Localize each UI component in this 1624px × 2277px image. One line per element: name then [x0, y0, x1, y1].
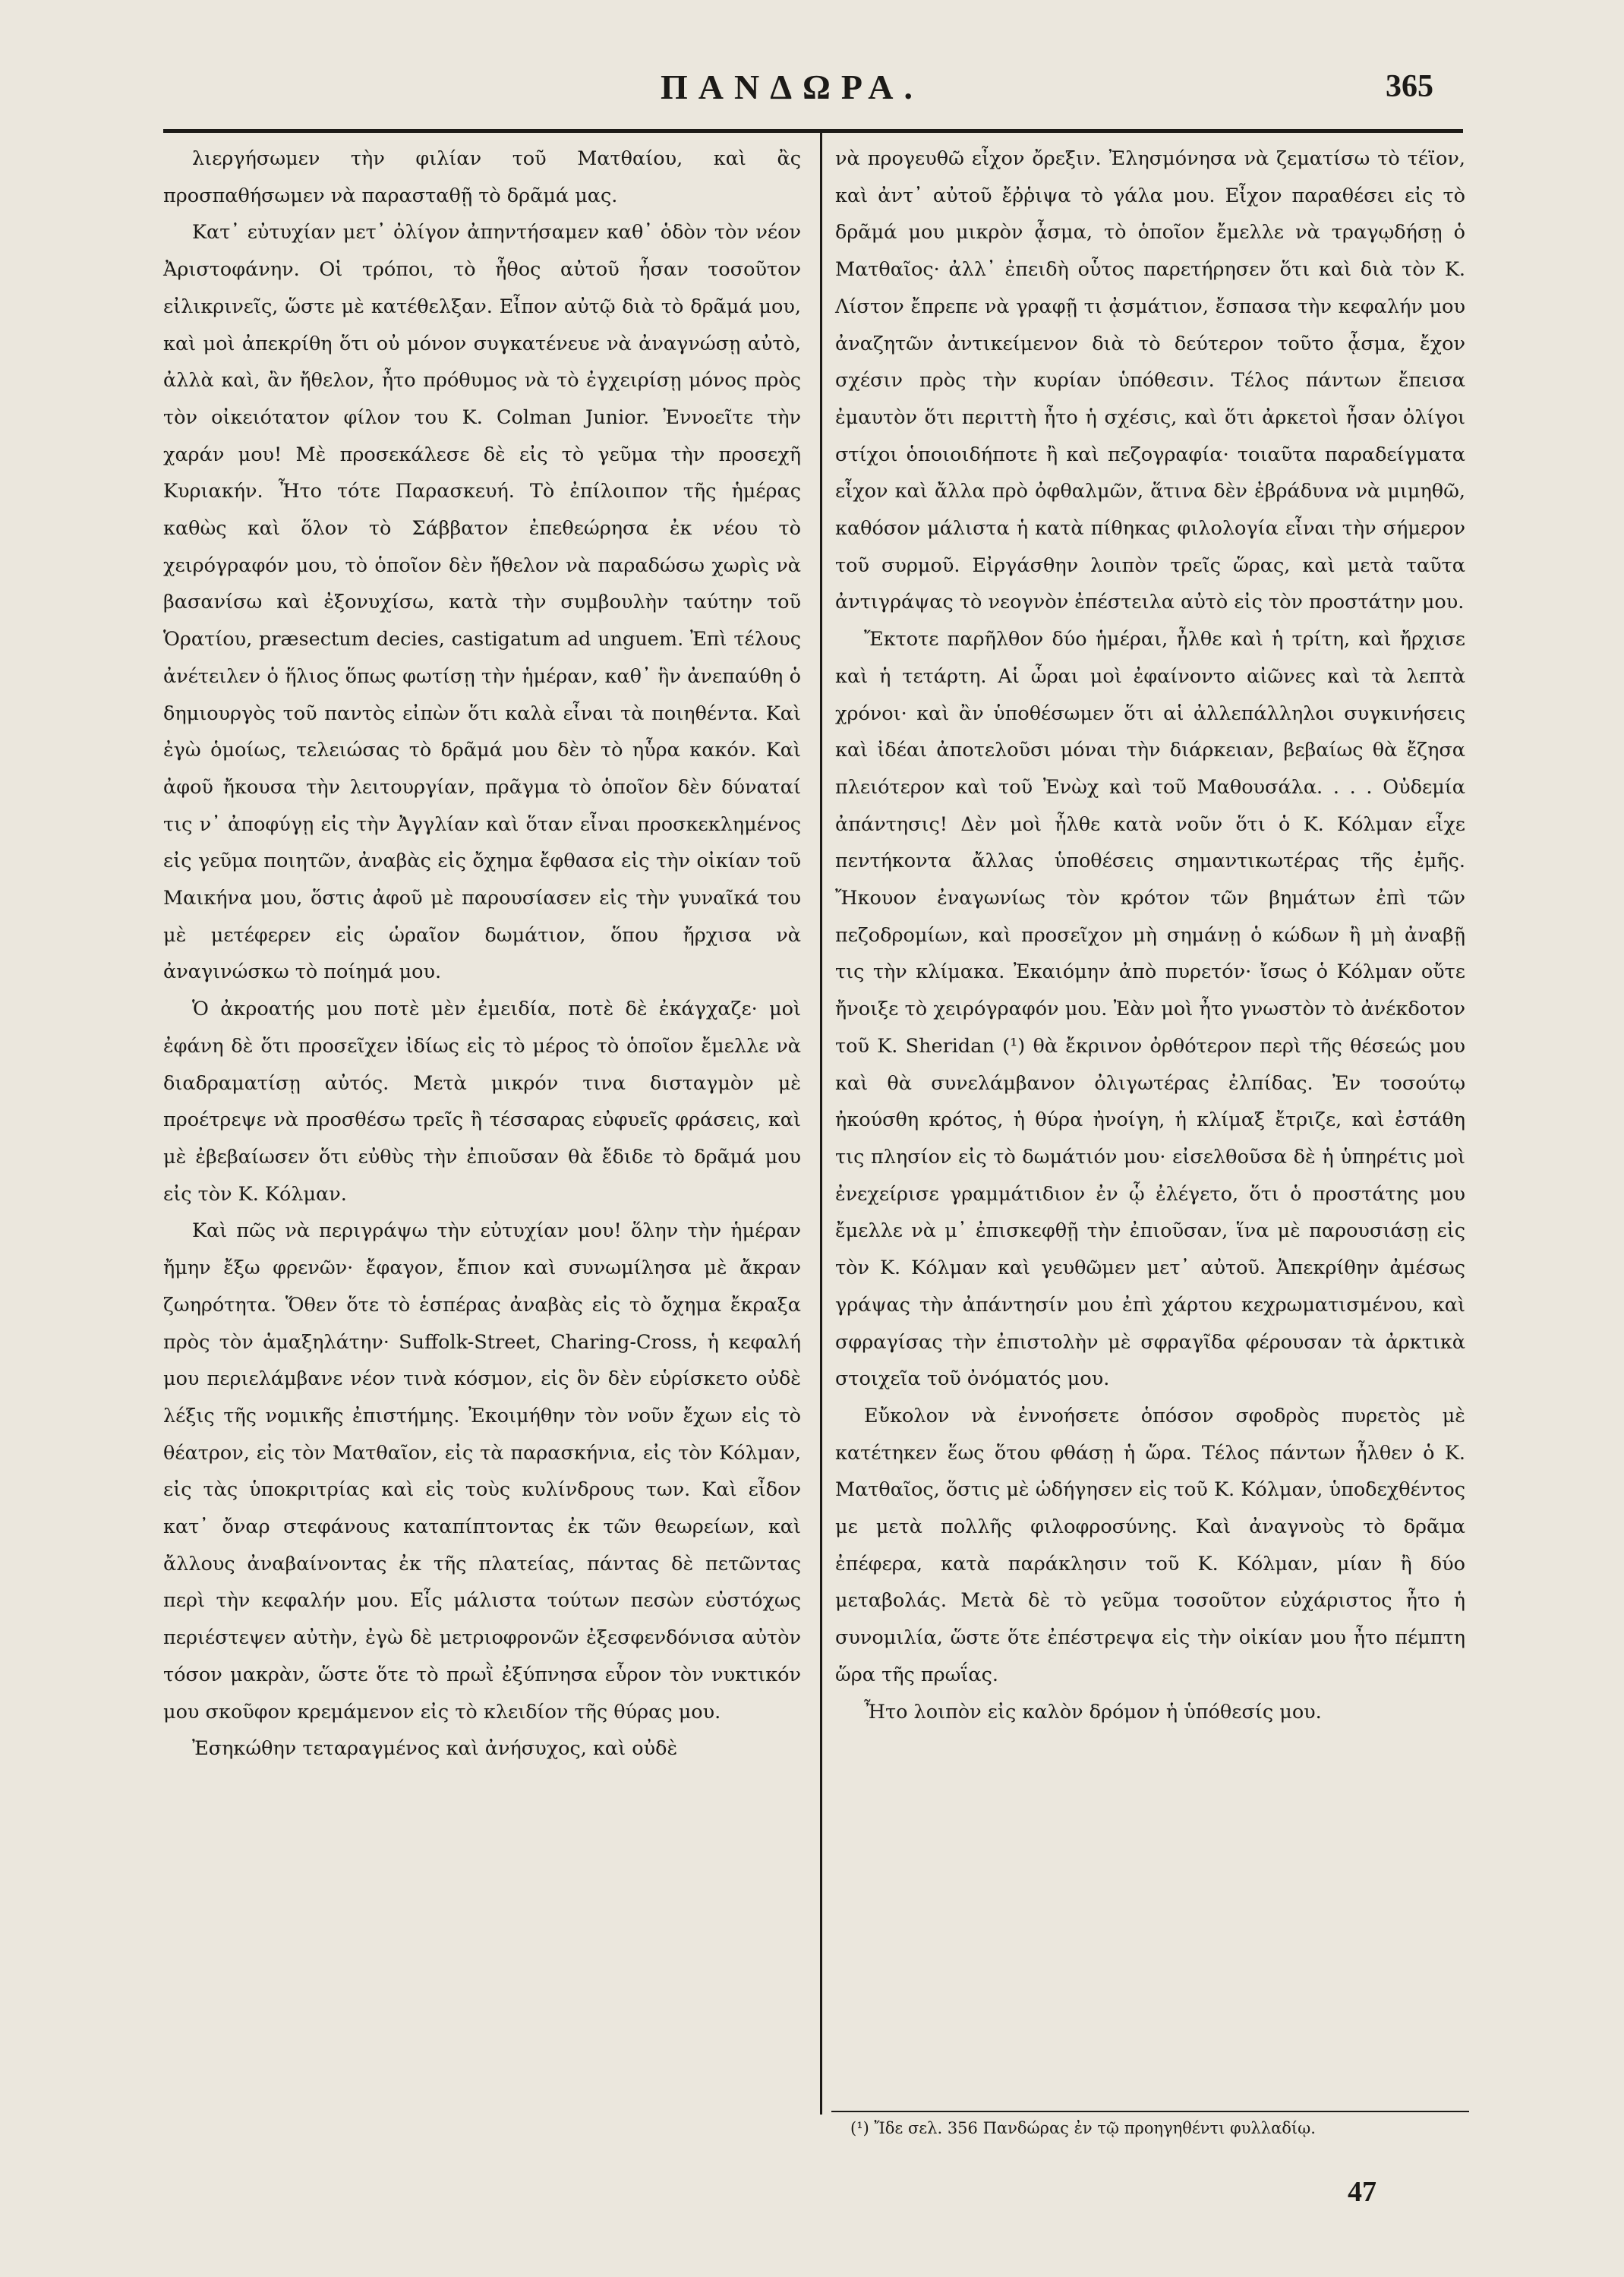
- header-rule: [163, 129, 1463, 133]
- page-number: 365: [1386, 69, 1433, 104]
- page-header: [0, 53, 1624, 129]
- footnote: (¹) Ἴδε σελ. 356 Πανδώρας ἐν τῷ προηγηθέντι φυλλαδίῳ.: [850, 2119, 1316, 2137]
- footnote-rule: [831, 2111, 1469, 2112]
- journal-title: ΠΑΝΔΩΡΑ.: [661, 68, 923, 106]
- paragraph: Ἔκτοτε παρῆλθον δύο ἡμέραι, ἦλθε καὶ ἡ τρίτη, καὶ ἤρχισε καὶ ἡ τετάρτη. Αἱ ὧραι μοὶ ἐφαίνοντο αἰῶνες καὶ τὰ λεπτὰ χρόνοι· καὶ ἂν ὑποθέσωμεν ὅτι αἱ ἀλλεπάλληλοι συγκινήσεις καὶ ἰδέαι ἀποτελοῦσι μόναι τὴν διάρκειαν, βεβαίως θὰ ἔζησα πλειότερον καὶ τοῦ Ἐνὼχ καὶ τοῦ Μαθουσάλα. . . . Οὐδεμία ἀπάντησις! Δὲν μοὶ ἦλθε κατὰ νοῦν ὅτι ὁ Κ. Κόλμαν εἶχε πεντήκοντα ἄλλας ὑποθέσεις σημαντικωτέρας τῆς ἐμῆς. Ἤκουον ἐναγωνίως τὸν κρότον τῶν βημάτων ἐπὶ τῶν πεζοδρομίων, καὶ προσεῖχον μὴ σημάνῃ ὁ κώδων ἢ μὴ ἀναβῇ τις τὴν κλίμακα. Ἐκαιόμην ἀπὸ πυρετόν· ἴσως ὁ Κόλμαν οὔτε ἤνοιξε τὸ χειρόγραφόν μου. Ἐὰν μοὶ ἦτο γνωστὸν τὸ ἀνέκδοτον τοῦ Κ. Sheridan (¹) θὰ ἔκρινον ὀρθότερον περὶ τῆς θέσεώς μου καὶ θὰ συνελάμβανον ὀλιγωτέρας ἐλπίδας. Ἐν τοσούτῳ ἠκούσθη κρότος, ἡ θύρα ἠνοίγη, ἡ κλίμαξ ἔτριζε, καὶ ἐστάθη τις πλησίον εἰς τὸ δωμάτιόν μου· εἰσελθοῦσα δὲ ἡ ὑπηρέτις μοὶ ἐνεχείρισε γραμμάτιδιον ἐν ᾧ ἐλέγετο, ὅτι ὁ προστάτης μου ἔμελλε νὰ μ᾽ ἐπισκεφθῇ τὴν ἐπιοῦσαν, ἵνα μὲ παρουσιάσῃ εἰς τὸν Κ. Κόλμαν καὶ γευθῶμεν μετ᾽ αὐτοῦ. Ἀπεκρίθην ἀμέσως γράψας τὴν ἀπάντησίν μου ἐπὶ χάρτου κεχρωματισμένου, καὶ σφραγίσας τὴν ἐπιστολὴν μὲ σφραγῖδα φέρουσαν τὰ ἀρκτικὰ στοιχεῖα τοῦ ὀνόματός μου.: [835, 628, 1465, 1391]
- paragraph: Ἦτο λοιπὸν εἰς καλὸν δρόμον ἡ ὑπόθεσίς μου.: [864, 1700, 1322, 1724]
- signature-mark: 47: [1348, 2176, 1376, 2208]
- paragraph: Κατ᾽ εὐτυχίαν μετ᾽ ὀλίγον ἀπηντήσαμεν καθ᾽ ὁδὸν τὸν νέον Ἀριστοφάνην. Οἱ τρόποι, τὸ ἦθος αὐτοῦ ἦσαν τοσοῦτον εἰλικρινεῖς, ὥστε μὲ κατέθελξαν. Εἶπον αὐτῷ διὰ τὸ δρᾶμά μου, καὶ μοὶ ἀπεκρίθη ὅτι οὐ μόνον συγκατένευε νὰ ἀναγνώσῃ αὐτὸ, ἀλλὰ καὶ, ἂν ἤθελον, ἦτο πρόθυμος νὰ τὸ ἐγχειρίσῃ μόνος πρὸς τὸν οἰκειότατον φίλον του Κ. Colman Junior. Ἐννοεῖτε τὴν χαράν μου! Μὲ προσεκάλεσε δὲ εἰς τὸ γεῦμα τὴν προσεχῆ Κυριακήν. Ἦτο τότε Παρασκευή. Τὸ ἐπίλοιπον τῆς ἡμέρας καθὼς καὶ ὅλον τὸ Σάββατον ἐπεθεώρησα ἐκ νέου τὸ χειρόγραφόν μου, τὸ ὁποῖον δὲν ἤθελον νὰ παραδώσω χωρὶς νὰ βασανίσω καὶ ἐξονυχίσω, κατὰ τὴν συμβουλὴν ταύτην τοῦ Ὁρατίου, præsectum decies, castigatum ad unguem. Ἐπὶ τέλους ἀνέτειλεν ὁ ἥλιος ὅπως φωτίσῃ τὴν ἡμέραν, καθ᾽ ἣν ἀνεπαύθη ὁ δημιουργὸς τοῦ παντὸς εἰπὼν ὅτι καλὰ εἶναι τὰ ποιηθέντα. Καὶ ἐγὼ ὁμοίως, τελειώσας τὸ δρᾶμά μου δὲν τὸ ηὗρα κακόν. Καὶ ἀφοῦ ἤκουσα τὴν λειτουργίαν, πρᾶγμα τὸ ὁποῖον δὲν δύναταί τις ν᾽ ἀποφύγῃ εἰς τὴν Ἀγγλίαν καὶ ὅταν εἶναι προσκεκλημένος εἰς γεῦμα ποιητῶν, ἀναβὰς εἰς ὄχημα ἔφθασα εἰς τὴν οἰκίαν τοῦ Μαικήνα μου, ὅστις ἀφοῦ μὲ παρουσίασεν εἰς τὴν γυναῖκά του μὲ μετέφερεν εἰς ὡραῖον δωμάτιον, ὅπου ἤρχισα νὰ ἀναγινώσκω τὸ ποίημά μου.: [163, 221, 801, 984]
- column-divider: [820, 133, 822, 2115]
- paragraph: Ἐσηκώθην τεταραγμένος καὶ ἀνήσυχος, καὶ οὐδὲ: [192, 1737, 678, 1761]
- paragraph: Καὶ πῶς νὰ περιγράψω τὴν εὐτυχίαν μου! ὅλην τὴν ἡμέραν ἤμην ἔξω φρενῶν· ἔφαγον, ἔπιον καὶ συνωμίλησα μὲ ἄκραν ζωηρότητα. Ὅθεν ὅτε τὸ ἑσπέρας ἀναβὰς εἰς τὸ ὄχημα ἔκραξα πρὸς τὸν ἁμαξηλάτην· Suffolk-Street, Charing-Cross, ἡ κεφαλή μου περιελάμβανε νέον τινὰ κόσμον, εἰς ὃν δὲν εὑρίσκετο οὐδὲ λέξις τῆς νομικῆς ἐπιστήμης. Ἐκοιμήθην τὸν νοῦν ἔχων εἰς τὸ θέατρον, εἰς τὸν Ματθαῖον, εἰς τὰ παρασκήνια, εἰς τὸν Κόλμαν, εἰς τὰς ὑποκριτρίας καὶ εἰς τοὺς κυλίνδρους των. Καὶ εἶδον κατ᾽ ὄναρ στεφάνους καταπίπτοντας ἐκ τῶν θεωρείων, καὶ ἄλλους ἀναβαίνοντας ἐκ τῆς πλατείας, πάντας δὲ πετῶντας περὶ τὴν κεφαλήν μου. Εἷς μάλιστα τούτων πεσὼν εὐστόχως περιέστεψεν αὐτὴν, ἐγὼ δὲ μετριοφρονῶν ἐξεσφενδόνισα αὐτὸν τόσον μακρὰν, ὥστε ὅτε τὸ πρωῒ ἐξύπνησα εὗρον τὸν νυκτικόν μου σκοῦφον κρεμάμενον εἰς τὸ κλειδίον τῆς θύρας μου.: [163, 1219, 801, 1724]
- paragraph: Εὔκολον νὰ ἐννοήσετε ὁπόσον σφοδρὸς πυρετὸς μὲ κατέτηκεν ἕως ὅτου φθάσῃ ἡ ὥρα. Τέλος πάντων ἦλθεν ὁ Κ. Ματθαῖος, ὅστις μὲ ὡδήγησεν εἰς τοῦ Κ. Κόλμαν, ὑποδεχθέντος με μετὰ πολλῆς φιλοφροσύνης. Καὶ ἀναγνοὺς τὸ δρᾶμα ἐπέφερα, κατὰ παράκλησιν τοῦ Κ. Κόλμαν, μίαν ἢ δύο μεταβολάς. Μετὰ δὲ τὸ γεῦμα τοσοῦτον εὐχάριστος ἦτο ἡ συνομιλία, ὥστε ὅτε ἐπέστρεψα εἰς τὴν οἰκίαν μου ἦτο πέμπτη ὥρα τῆς πρωΐας.: [835, 1404, 1465, 1686]
- paragraph: λιεργήσωμεν τὴν φιλίαν τοῦ Ματθαίου, καὶ ἂς προσπαθήσωμεν νὰ παρασταθῇ τὸ δρᾶμά μας.: [163, 147, 801, 207]
- left-column: [163, 140, 801, 1768]
- right-column: [835, 140, 1465, 1730]
- paragraph: Ὁ ἀκροατής μου ποτὲ μὲν ἐμειδία, ποτὲ δὲ ἐκάγχαζε· μοὶ ἐφάνη δὲ ὅτι προσεῖχεν ἰδίως εἰς τὸ μέρος τὸ ὁποῖον ἔμελλε νὰ διαδραματίσῃ αὐτός. Μετὰ μικρόν τινα δισταγμὸν μὲ προέτρεψε νὰ προσθέσω τρεῖς ἢ τέσσαρας εὐφυεῖς φράσεις, καὶ μὲ ἐβεβαίωσεν ὅτι εὐθὺς τὴν ἐπιοῦσαν θὰ ἔδιδε τὸ δρᾶμά μου εἰς τὸν Κ. Κόλμαν.: [163, 998, 801, 1206]
- paragraph: νὰ προγευθῶ εἶχον ὄρεξιν. Ἐλησμόνησα νὰ ζεματίσω τὸ τέϊον, καὶ ἀντ᾽ αὐτοῦ ἔῤῥιψα τὸ γάλα μου. Εἶχον παραθέσει εἰς τὸ δρᾶμά μου μικρὸν ᾆσμα, τὸ ὁποῖον ἔμελλε νὰ τραγῳδήσῃ ὁ Ματθαῖος· ἀλλ᾽ ἐπειδὴ οὗτος παρετήρησεν ὅτι καὶ διὰ τὸν Κ. Λίστον ἔπρεπε νὰ γραφῇ τι ᾀσμάτιον, ἔσπασα τὴν κεφαλήν μου ἀναζητῶν ἀντικείμενον διὰ τὸ δεύτερον τοῦτο ᾆσμα, ἔχον σχέσιν πρὸς τὴν κυρίαν ὑπόθεσιν. Τέλος πάντων ἔπεισα ἐμαυτὸν ὅτι περιττὴ ἦτο ἡ σχέσις, καὶ ὅτι ἀρκετοὶ ἦσαν ὀλίγοι στίχοι ὁποιοιδήποτε ἢ καὶ πεζογραφία· τοιαῦτα παραδείγματα εἶχον καὶ ἄλλα πρὸ ὀφθαλμῶν, ἅτινα δὲν ἐβράδυνα νὰ μιμηθῶ, καθόσον μάλιστα ἡ κατὰ πίθηκας φιλολογία εἶναι τὴν σήμερον τοῦ συρμοῦ. Εἰργάσθην λοιπὸν τρεῖς ὥρας, καὶ μετὰ ταῦτα ἀντιγράψας τὸ νεογνὸν ἐπέστειλα αὐτὸ εἰς τὸν προστάτην μου.: [835, 147, 1465, 614]
